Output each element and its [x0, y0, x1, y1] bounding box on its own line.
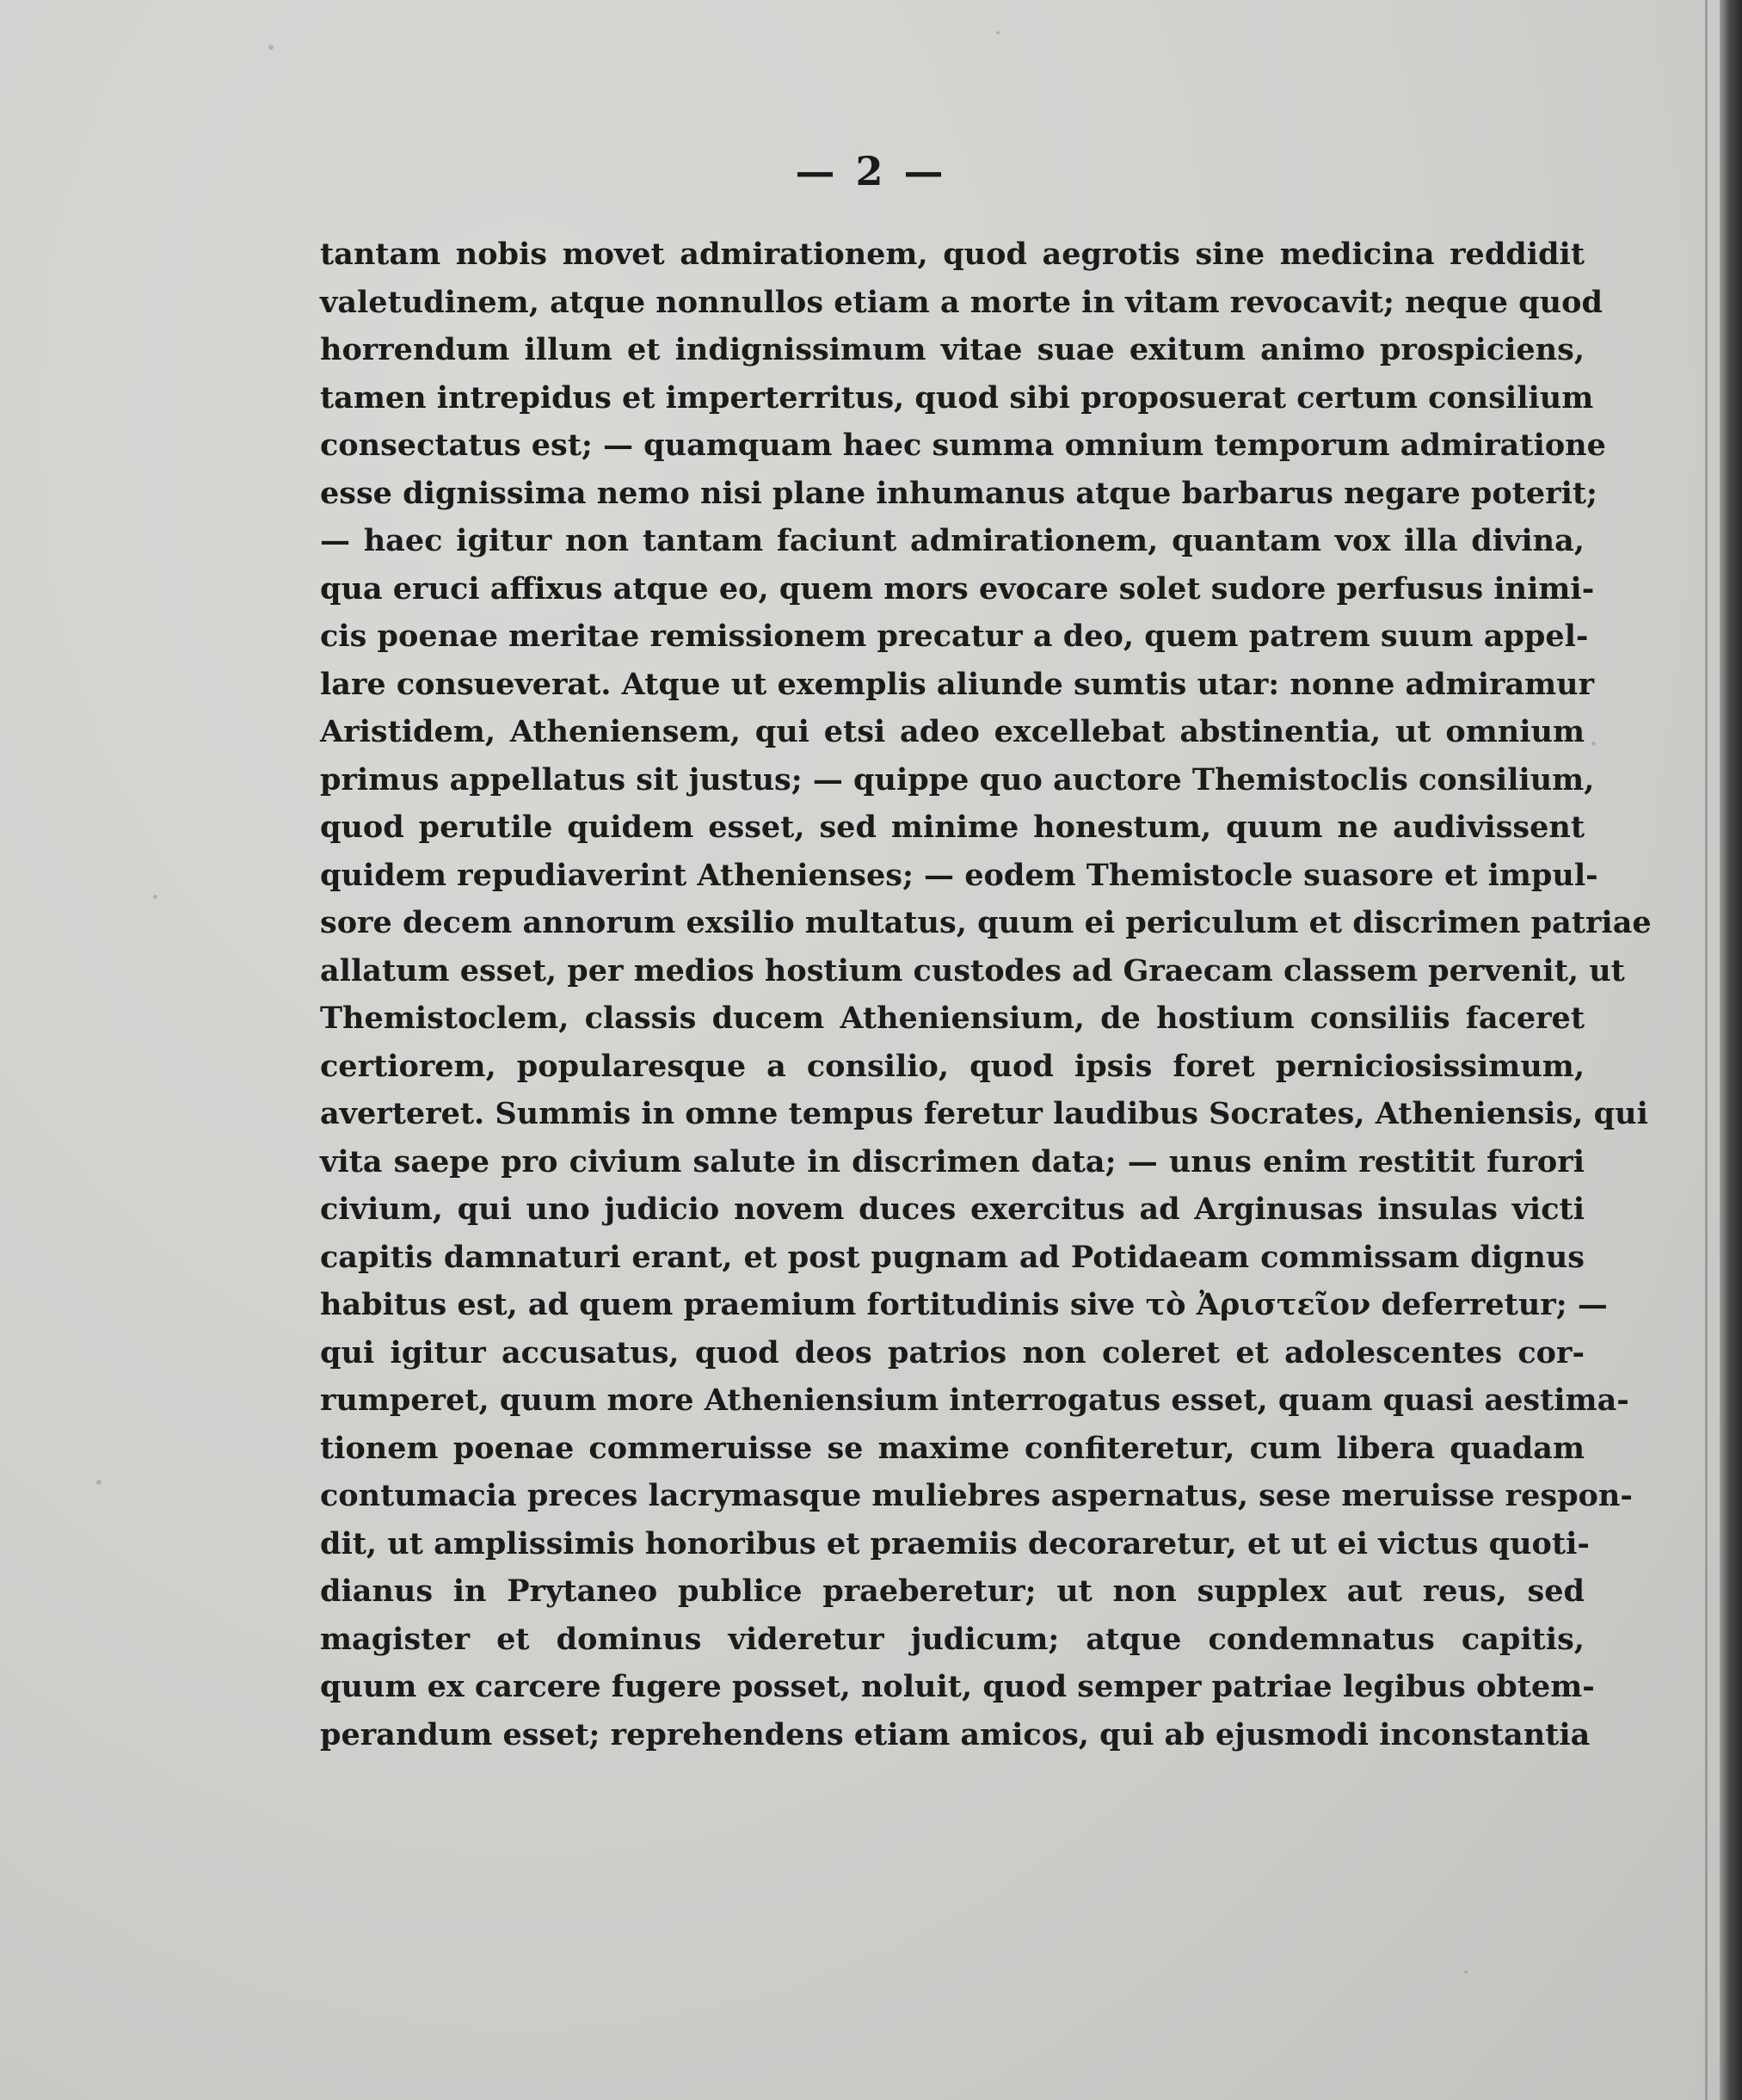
- text-line: esse dignissima nemo nisi plane inhumanus atque barbarus negare poterit;: [320, 475, 1597, 511]
- text-line: quidem repudiaverint Athenienses; — eodem Themistocle suasore et impul-: [320, 857, 1598, 893]
- text-line: qui igitur accusatus, quod deos patrios non coleret et adolescentes cor-: [320, 1334, 1585, 1370]
- page-number: — 2 —: [795, 148, 947, 194]
- text-line: perandum esset; reprehendens etiam amicos, qui ab ejusmodi inconstantia: [320, 1716, 1591, 1752]
- text-line: qua eruci affixus atque eo, quem mors evocare solet sudore perfusus inimi-: [320, 570, 1595, 607]
- text-line: habitus est, ad quem praemium fortitudinis sive τὸ Ἀριστεῖον deferretur; —: [320, 1287, 1608, 1322]
- text-line: consectatus est; — quamquam haec summa omnium temporum admiratione: [320, 428, 1606, 463]
- text-line: dianus in Prytaneo publice praeberetur; ut non supplex aut reus, sed: [320, 1573, 1585, 1609]
- text-line: tamen intrepidus et imperterritus, quod sibi proposuerat certum consilium: [320, 379, 1594, 416]
- text-line: valetudinem, atque nonnullos etiam a morte in vitam revocavit; neque quod: [320, 284, 1603, 320]
- text-line: sore decem annorum exsilio multatus, quum ei periculum et discrimen patriae: [320, 905, 1652, 940]
- paper-speck: [1464, 1970, 1468, 1974]
- text-line: Aristidem, Atheniensem, qui etsi adeo excellebat abstinentia, ut omnium: [320, 714, 1585, 749]
- body-text: [320, 231, 1652, 1758]
- text-line: — haec igitur non tantam faciunt admirationem, quantam vox illa divina,: [320, 523, 1585, 558]
- text-line: allatum esset, per medios hostium custodes ad Graecam classem pervenit, ut: [320, 952, 1625, 988]
- text-line: certiorem, popularesque a consilio, quod ipsis foret perniciosissimum,: [320, 1048, 1585, 1084]
- text-line: dit, ut amplissimis honoribus et praemiis decoraretur, et ut ei victus quoti-: [320, 1525, 1590, 1561]
- paper-speck: [96, 1480, 102, 1485]
- text-line: quum ex carcere fugere posset, noluit, quod semper patriae legibus obtem-: [320, 1669, 1595, 1704]
- text-line: tantam nobis movet admirationem, quod aegrotis sine medicina reddidit: [320, 237, 1585, 272]
- paper-speck: [153, 895, 157, 899]
- text-line: magister et dominus videretur judicum; atque condemnatus capitis,: [320, 1621, 1585, 1657]
- binding-shadow-line: [1705, 0, 1708, 2100]
- text-line: vita saepe pro civium salute in discrimen data; — unus enim restitit furori: [320, 1143, 1585, 1179]
- text-line: contumacia preces lacrymasque muliebres aspernatus, sese meruisse respon-: [320, 1478, 1633, 1513]
- text-line: averteret. Summis in omne tempus feretur laudibus Socrates, Atheniensis, qui: [320, 1096, 1648, 1131]
- text-line: primus appellatus sit justus; — quippe quo auctore Themistoclis consilium,: [320, 761, 1595, 798]
- text-line: Themistoclem, classis ducem Atheniensium, de hostium consiliis faceret: [320, 1001, 1585, 1036]
- paper-speck: [996, 31, 1000, 34]
- text-line: horrendum illum et indignissimum vitae suae exitum animo prospiciens,: [320, 332, 1585, 367]
- page-binding-edge: [1720, 0, 1742, 2100]
- text-line: cis poenae meritae remissionem precatur a deo, quem patrem suum appel-: [320, 619, 1589, 654]
- text-line: rumperet, quum more Atheniensium interrogatus esset, quam quasi aestima-: [320, 1383, 1629, 1418]
- text-line: tionem poenae commeruisse se maxime confiteretur, cum libera quadam: [320, 1430, 1585, 1466]
- text-line: lare consueverat. Atque ut exemplis aliunde sumtis utar: nonne admiramur: [320, 666, 1595, 702]
- text-line: capitis damnaturi erant, et post pugnam ad Potidaeam commissam dignus: [320, 1239, 1585, 1275]
- text-line: quod perutile quidem esset, sed minime honestum, quum ne audivissent: [320, 810, 1585, 845]
- text-line: civium, qui uno judicio novem duces exercitus ad Arginusas insulas victi: [320, 1192, 1585, 1227]
- paper-speck: [1591, 742, 1596, 746]
- paper-speck: [268, 45, 274, 50]
